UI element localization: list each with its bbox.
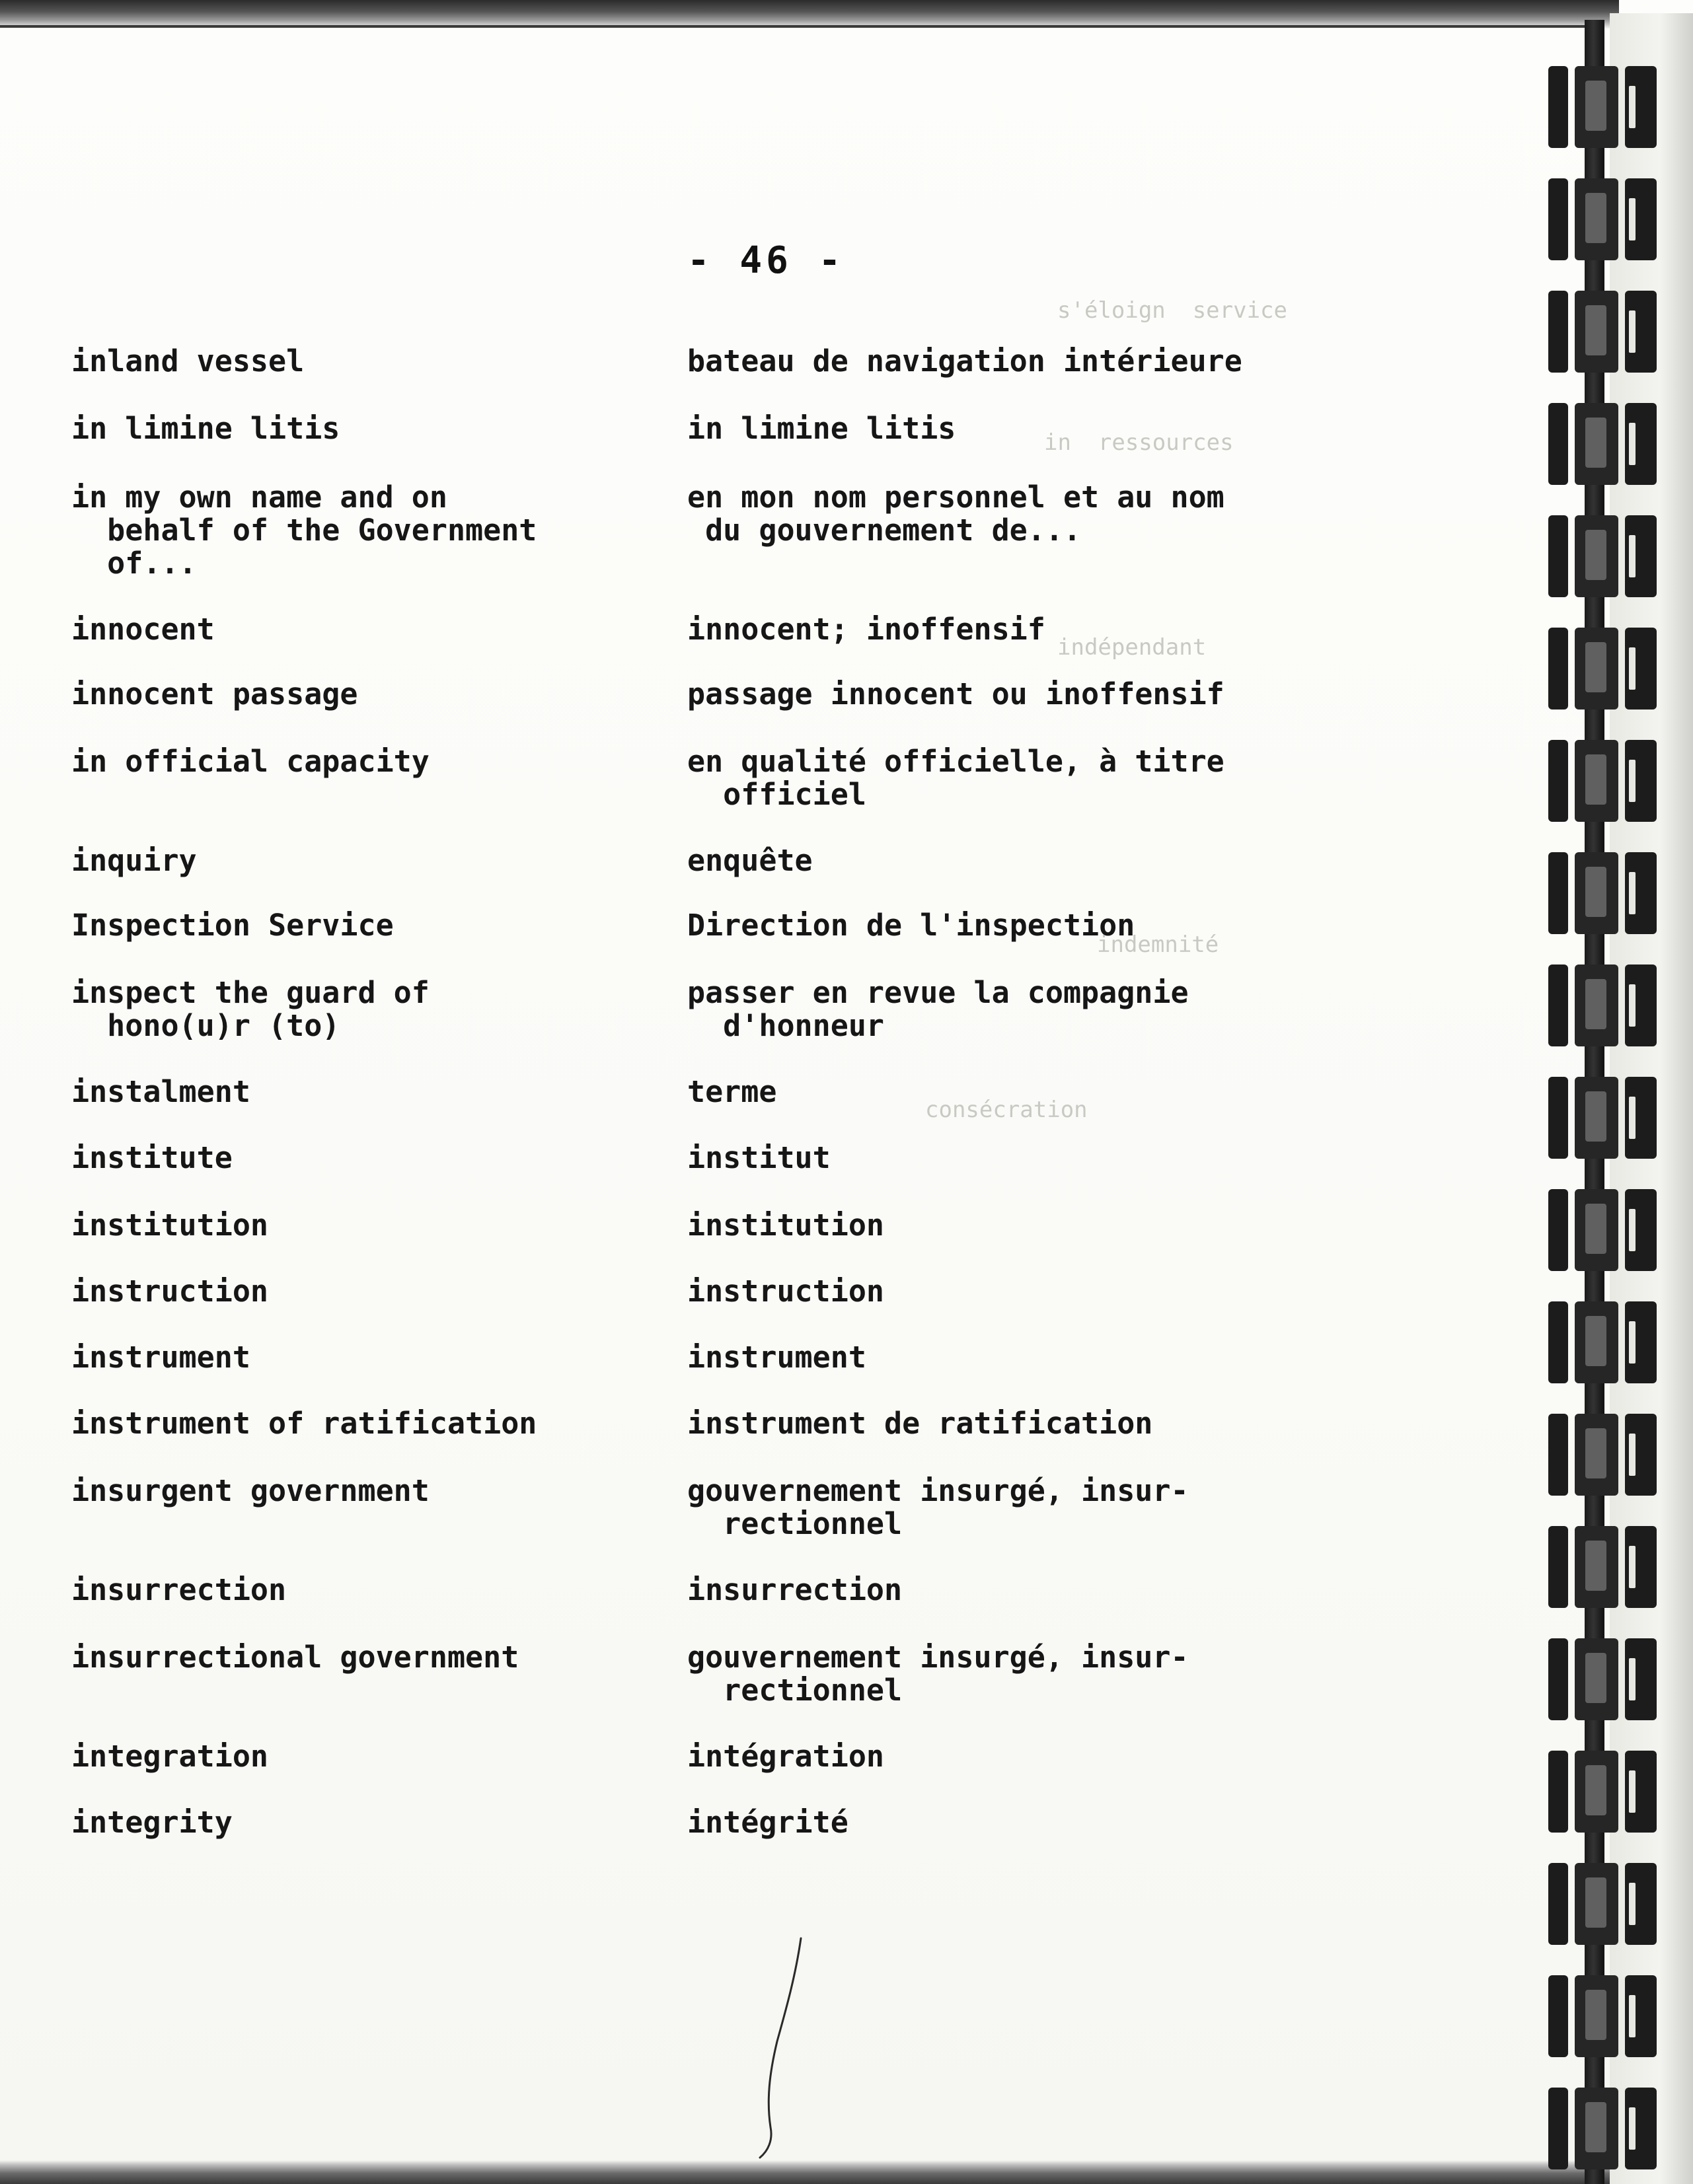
french-translation: in limine litis xyxy=(687,411,956,446)
binding-ring xyxy=(1548,1189,1657,1271)
french-translation: intégrité xyxy=(687,1805,848,1840)
french-translation: gouvernement insurgé, insur- rectionnel xyxy=(687,1640,1189,1708)
french-translation: institution xyxy=(687,1208,885,1243)
french-translation: passage innocent ou inoffensif xyxy=(687,676,1224,711)
page-number: - 46 - xyxy=(687,239,845,282)
french-translation: innocent; inoffensif xyxy=(687,612,1045,647)
binding-ring xyxy=(1548,1638,1657,1720)
english-term: in limine litis xyxy=(71,411,340,446)
french-translation: enquête xyxy=(687,843,813,878)
english-term: institute xyxy=(71,1140,233,1175)
english-term: integration xyxy=(71,1739,269,1774)
english-term: innocent xyxy=(71,612,215,647)
binding-ring xyxy=(1548,852,1657,934)
binding-ring xyxy=(1548,1975,1657,2057)
pen-mark xyxy=(753,1936,806,2160)
french-translation: en mon nom personnel et au nom du gouvernement de... xyxy=(687,480,1224,548)
english-term: in my own name and on behalf of the Government of... xyxy=(71,480,537,581)
english-term: instrument xyxy=(71,1340,250,1375)
bottom-scan-edge xyxy=(0,2160,1693,2184)
binding-ring xyxy=(1548,965,1657,1046)
binding-ring xyxy=(1548,178,1657,260)
show-through-text: indépendant xyxy=(1057,634,1207,661)
french-translation: Direction de l'inspection xyxy=(687,908,1135,943)
english-term: instruction xyxy=(71,1274,269,1309)
french-translation: gouvernement insurgé, insur- rectionnel xyxy=(687,1473,1189,1541)
english-term: innocent passage xyxy=(71,676,358,711)
show-through-text: indemnité xyxy=(1097,931,1219,958)
french-translation: insurrection xyxy=(687,1572,903,1607)
english-term: Inspection Service xyxy=(71,908,394,943)
french-translation: en qualité officielle, à titre officiel xyxy=(687,744,1224,812)
french-translation: passer en revue la compagnie d'honneur xyxy=(687,975,1189,1043)
french-translation: instruction xyxy=(687,1274,885,1309)
binding-ring xyxy=(1548,628,1657,710)
english-term: in official capacity xyxy=(71,744,430,779)
english-term: instrument of ratification xyxy=(71,1406,537,1441)
binding-ring xyxy=(1548,1301,1657,1383)
english-term: instalment xyxy=(71,1074,250,1109)
french-translation: intégration xyxy=(687,1739,885,1774)
english-term: insurgent government xyxy=(71,1473,430,1508)
binding-ring xyxy=(1548,291,1657,373)
english-term: inland vessel xyxy=(71,344,305,379)
english-term: inquiry xyxy=(71,843,197,878)
binding-ring xyxy=(1548,515,1657,597)
show-through-text: s'éloign service xyxy=(1057,297,1287,324)
french-translation: instrument de ratification xyxy=(687,1406,1153,1441)
english-term: insurrectional government xyxy=(71,1640,519,1675)
french-translation: bateau de navigation intérieure xyxy=(687,344,1242,379)
show-through-text: consécration xyxy=(925,1097,1088,1123)
french-translation: terme xyxy=(687,1074,777,1109)
binding-ring xyxy=(1548,1414,1657,1496)
english-term: inspect the guard of hono(u)r (to) xyxy=(71,975,430,1043)
english-term: integrity xyxy=(71,1805,233,1840)
english-term: institution xyxy=(71,1208,269,1243)
binding-ring xyxy=(1548,1526,1657,1608)
french-translation: institut xyxy=(687,1140,831,1175)
binding-ring xyxy=(1548,403,1657,485)
binding-ring xyxy=(1548,1077,1657,1159)
top-scan-rule xyxy=(0,25,1599,28)
binding-ring xyxy=(1548,1751,1657,1833)
binding-ring xyxy=(1548,1863,1657,1945)
binding-ring xyxy=(1548,740,1657,822)
binding-ring xyxy=(1548,2088,1657,2169)
binding-ring xyxy=(1548,66,1657,148)
french-translation: instrument xyxy=(687,1340,866,1375)
english-term: insurrection xyxy=(71,1572,287,1607)
show-through-text: in ressources xyxy=(1044,429,1234,456)
